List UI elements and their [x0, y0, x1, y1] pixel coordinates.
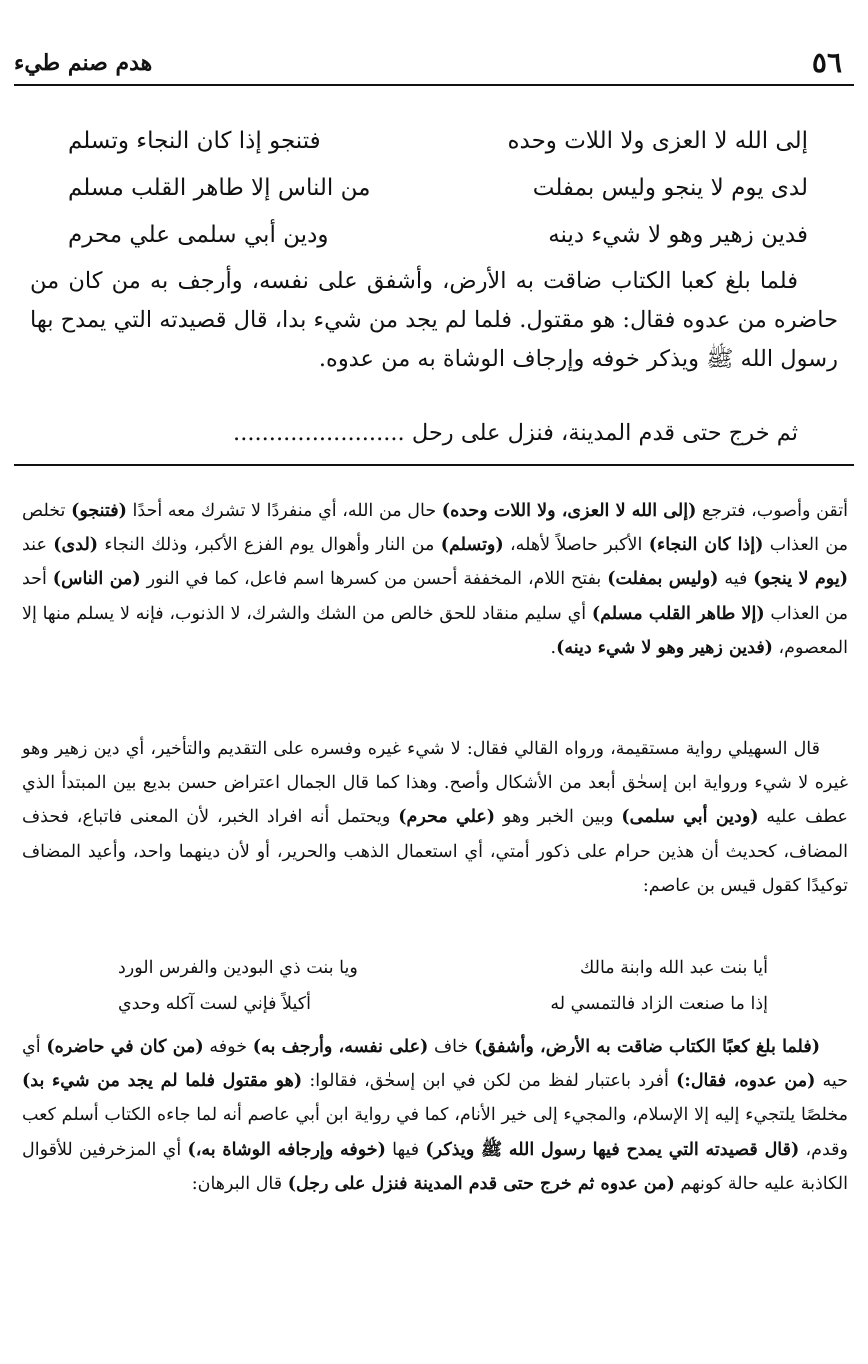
quoted-text: (قال قصيدته التي يمدح فيها رسول الله ﷺ ويذكر) [425, 1139, 800, 1160]
quoted-text: (ودين أبي سلمى) [621, 807, 759, 828]
commentary-text: وبين الخبر وهو [495, 807, 622, 828]
commentary-text: عند [22, 535, 54, 556]
commentary-text: مخلصًا يلتجيء إليه إلا الإسلام، والمجيء إلى خير الأنام، كما في رواية ابن أبي عاصم أنه لما جاءه الكتاب أسلم كعب وقدم، [22, 1105, 848, 1160]
quoted-text: (خوفه وإرجافه الوشاة به،) [187, 1139, 386, 1160]
verse-first-hemistich: أيا بنت عبد الله وابنة مالك [579, 958, 768, 978]
verse-second-hemistich: فتنجو إذا كان النجاء وتسلم [68, 128, 321, 154]
commentary-text: قال البرهان: [191, 1173, 288, 1194]
main-paragraph: فلما بلغ كعبا الكتاب ضاقت به الأرض، وأشفق على نفسه، وأرجف به من كان من حاضره من عدوه فقال: هو مقتول. فلما لم يجد من شيء بدا، قال قصيدته التي يمدح بها رسول الله ﷺ ويذكر خوفه وإرجاف الوشاة به من عدوه. [30, 268, 838, 372]
commentary-block [22, 494, 848, 665]
commentary-text: أي سليم منقاد للحق خالص من الشك والشرك، لا الذنوب، فإنه لا يسلم منها إلا المعصوم، [22, 603, 848, 658]
quoted-text: (هو مقتول فلما لم يجد من شيء بد) [22, 1071, 303, 1092]
verse-second-hemistich: من الناس إلا طاهر القلب مسلم [68, 175, 371, 201]
verse-first-hemistich: إذا ما صنعت الزاد فالتمسي له [550, 994, 768, 1014]
page-number: ٥٦ [811, 46, 842, 79]
quoted-text: (إذا كان النجاء) [648, 535, 764, 556]
verse-first-hemistich: فدين زهير وهو لا شيء دينه [548, 222, 808, 248]
commentary-verse-line [118, 958, 768, 992]
commentary-block [22, 732, 848, 903]
quoted-text: (فتنجو) [71, 501, 127, 521]
quoted-text: (إلا طاهر القلب مسلم) [591, 603, 765, 624]
commentary-text: خاف [428, 1037, 475, 1057]
commentary-text: خوفه [203, 1037, 253, 1057]
quoted-text: (من الناس) [52, 569, 141, 590]
verse-first-hemistich: إلى الله لا العزى ولا اللات وحده [507, 128, 808, 154]
verse-second-hemistich: أكيلاً فإني لست آكله وحدي [118, 994, 311, 1014]
quoted-text: (على نفسه، وأرجف به) [252, 1037, 429, 1057]
main-paragraph-end: ثم خرج حتى قدم المدينة، فنزل على رحل ........................ [233, 420, 798, 446]
commentary-text: الأكبر حاصلاً لأهله، [503, 535, 649, 556]
verse-line [68, 175, 808, 219]
commentary-text: حال من الله، أي منفردًا لا تشرك معه أحدًا [126, 501, 442, 521]
commentary-text: أي المزخرفين للأقوال الكاذبة عليه حالة كونهم [22, 1139, 848, 1194]
commentary-text: فيها [385, 1139, 426, 1160]
commentary-text: من النار وأهوال يوم الفزع الأكبر، وذلك النجاء [98, 535, 441, 556]
commentary-verse-line [118, 994, 768, 1028]
quoted-text: (وتسلم) [440, 535, 504, 556]
verse-second-hemistich: ويا بنت ذي البودين والفرس الورد [118, 958, 358, 978]
commentary-text: بفتح اللام، المخففة أحسن من كسرها اسم فاعل، كما في النور [140, 569, 608, 590]
quoted-text: (وليس بمفلت) [607, 569, 719, 590]
verse-line [68, 128, 808, 172]
verse-first-hemistich: لدى يوم لا ينجو وليس بمفلت [532, 175, 808, 201]
commentary-text: أي حيه [22, 1037, 849, 1092]
commentary-text: أتقن وأصوب، فترجع [696, 501, 848, 521]
running-title: هدم صنم طيء [14, 50, 153, 76]
quoted-text: (من عدوه، فقال:) [676, 1071, 816, 1092]
commentary-text: أفرد باعتبار لفظ من لكن في ابن إسحٰق، فقالوا: [302, 1071, 677, 1092]
verse-line [68, 222, 808, 266]
page-header [0, 46, 868, 86]
quoted-text: (من عدوه ثم خرج حتى قدم المدينة فنزل على رجل) [287, 1173, 675, 1194]
quoted-text: (فلما بلغ كعبًا الكتاب ضاقت به الأرض، وأشفق) [474, 1037, 820, 1057]
quoted-text: (علي محرم) [398, 807, 496, 828]
verse-second-hemistich: ودين أبي سلمى علي محرم [68, 222, 329, 248]
commentary-text: . [550, 637, 557, 658]
commentary-text: ويحتمل أنه افراد الخبر، لأن المعنى فاتباع، فحذف المضاف، كحديث أن هذين حرام على ذكور أمتي، أي استعمال الذهب والحرير، أو لأن دينهما واحد، وأعيد المضاف توكيدًا كقول قيس بن عاصم: [22, 807, 848, 896]
quoted-text: (من كان في حاضره) [46, 1037, 204, 1057]
quoted-text: (لدى) [53, 535, 99, 556]
commentary-block [22, 1030, 848, 1201]
commentary-text: قال السهيلي رواية مستقيمة، ورواه القالي فقال: لا شيء غيره وفسره على التقديم والتأخير، أي دين زهير وهو غيره لا شيء ورواية ابن إسحٰق أبعد من الأشكال وأصح. وهذا كما قال الجمال اعتراض حسن بديع بين المبتدأ الذي عطف عليه [22, 739, 848, 828]
quoted-text: (فدين زهير وهو لا شيء دينه) [556, 637, 773, 658]
commentary-text: تخلص من العذاب [22, 501, 849, 556]
quoted-text: (إلى الله لا العزى، ولا اللات وحده) [441, 501, 697, 521]
commentary-text: فيه [718, 569, 754, 590]
footnote-separator [14, 464, 854, 466]
commentary-text: أحد من العذاب [22, 569, 848, 624]
quoted-text: (يوم لا ينجو) [753, 569, 848, 590]
header-rule [14, 84, 854, 86]
